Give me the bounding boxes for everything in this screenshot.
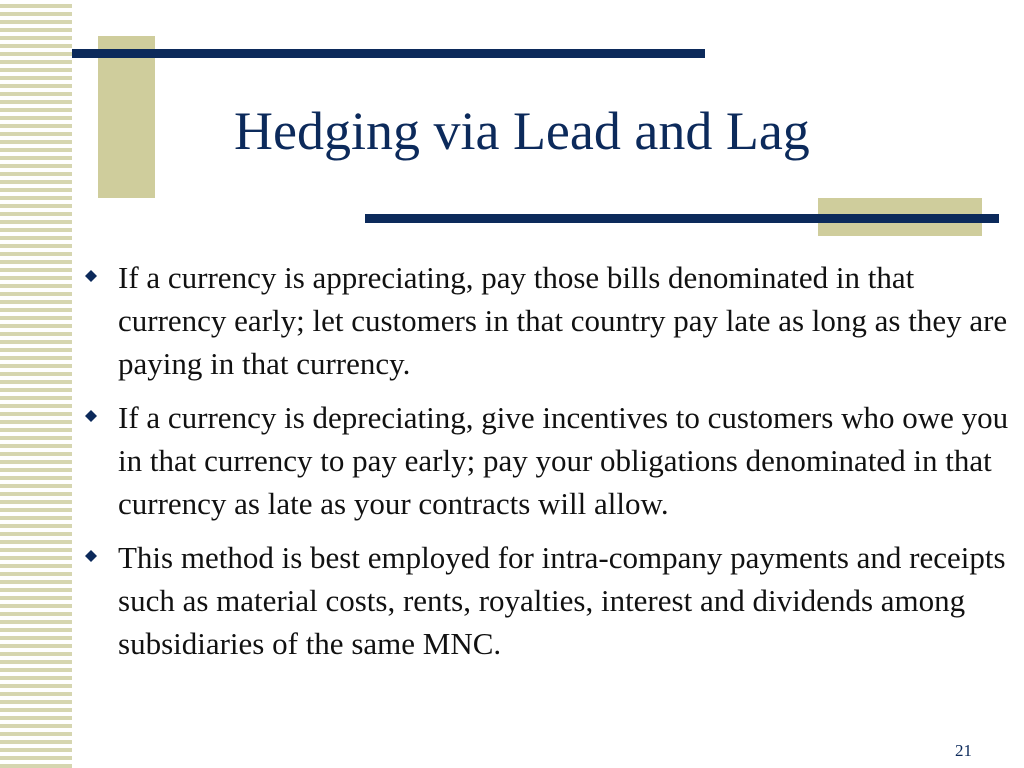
- slide-number: 21: [955, 741, 972, 760]
- diamond-bullet-icon: [85, 410, 97, 422]
- diamond-bullet-icon: [85, 550, 97, 562]
- bullet-text: If a currency is depreciating, give incentives to customers who owe you in that currency to pay early; pay your obligations denominated in that currency as late as your contracts will allow.: [118, 400, 1009, 521]
- slide-title: Hedging via Lead and Lag: [234, 101, 810, 161]
- bullet-item: [82, 396, 1012, 525]
- diamond-bullet-icon: [85, 270, 97, 282]
- bullet-text: If a currency is appreciating, pay those bills denominated in that currency early; let customers in that country pay late as long as they are paying in that currency.: [118, 260, 1008, 381]
- title-rule-bottom: [365, 214, 999, 223]
- bullet-item: [82, 256, 1012, 385]
- striped-side-band: [0, 0, 72, 768]
- accent-block-top: [98, 36, 155, 198]
- bullet-text: This method is best employed for intra-company payments and receipts such as material costs, rents, royalties, interest and dividends among subsidiaries of the same MNC.: [118, 540, 1006, 661]
- title-rule-top: [72, 49, 705, 58]
- bullet-list: [82, 256, 1012, 676]
- bullet-item: [82, 536, 1012, 665]
